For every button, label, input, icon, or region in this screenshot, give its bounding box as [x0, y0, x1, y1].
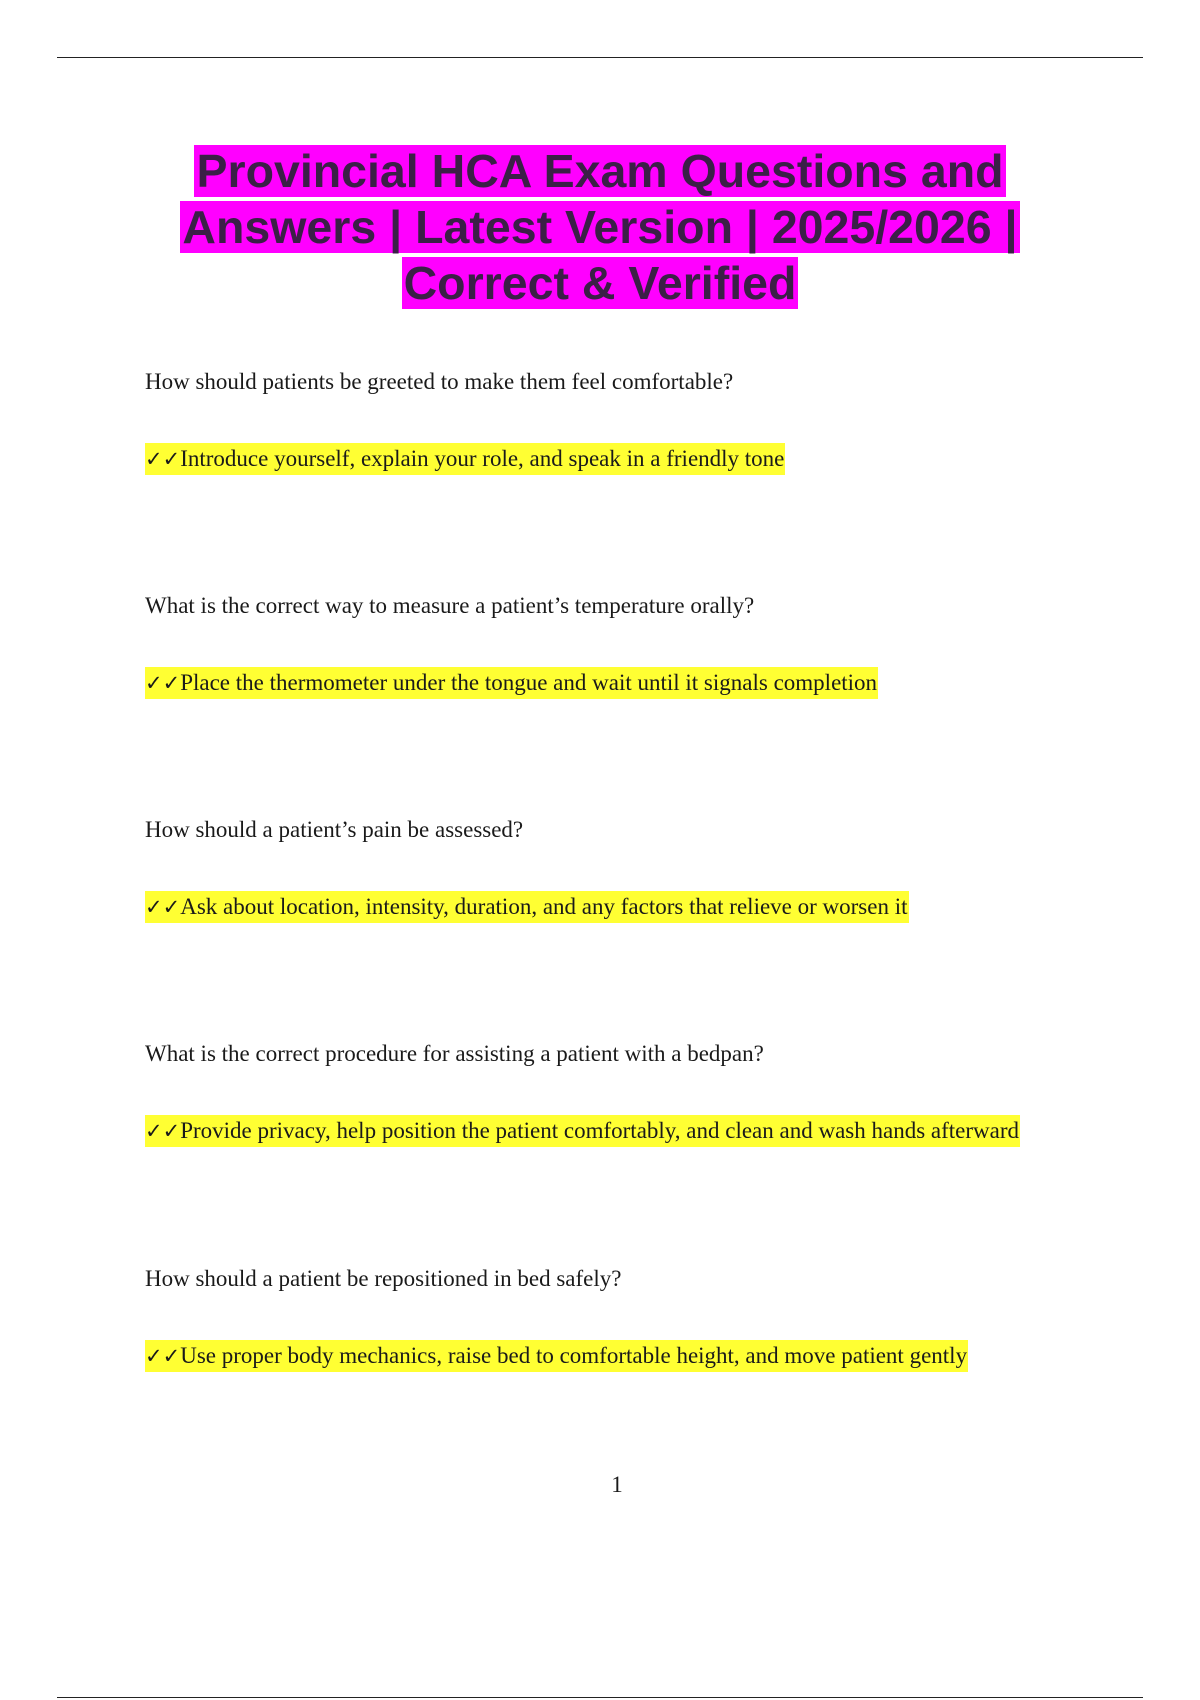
title-line-2: Answers | Latest Version | 2025/2026 |	[182, 201, 1018, 253]
answer-5-text: Use proper body mechanics, raise bed to comfortable height, and move patient gently	[180, 1343, 968, 1368]
double-check-icon: ✓✓	[145, 447, 181, 471]
answer-3	[145, 891, 909, 923]
document-title	[100, 143, 1100, 311]
answer-2	[145, 667, 878, 699]
answer-4-text: Provide privacy, help position the patient comfortably, and clean and wash hands afterward	[180, 1118, 1020, 1143]
answer-5	[145, 1340, 968, 1372]
question-1: How should patients be greeted to make them feel comfortable?	[145, 369, 734, 394]
answer-4	[145, 1115, 1020, 1147]
double-check-icon: ✓✓	[145, 1119, 181, 1143]
bottom-rule	[57, 1697, 1143, 1698]
question-2: What is the correct way to measure a patient’s temperature orally?	[145, 593, 755, 618]
answer-2-text: Place the thermometer under the tongue and wait until it signals completion	[180, 670, 878, 695]
question-4: What is the correct procedure for assisting a patient with a bedpan?	[145, 1041, 764, 1066]
page-number: 1	[611, 1472, 623, 1497]
question-5: How should a patient be repositioned in bed safely?	[145, 1266, 622, 1291]
answer-1	[145, 443, 785, 475]
double-check-icon: ✓✓	[145, 1344, 181, 1368]
double-check-icon: ✓✓	[145, 895, 181, 919]
title-line-3: Correct & Verified	[403, 257, 797, 309]
answer-3-text: Ask about location, intensity, duration, and any factors that relieve or worsen it	[180, 894, 908, 919]
question-3: How should a patient’s pain be assessed?	[145, 817, 524, 842]
double-check-icon: ✓✓	[145, 671, 181, 695]
title-line-1: Provincial HCA Exam Questions and	[196, 145, 1004, 197]
top-rule	[57, 57, 1143, 58]
answer-1-text: Introduce yourself, explain your role, and speak in a friendly tone	[180, 446, 785, 471]
